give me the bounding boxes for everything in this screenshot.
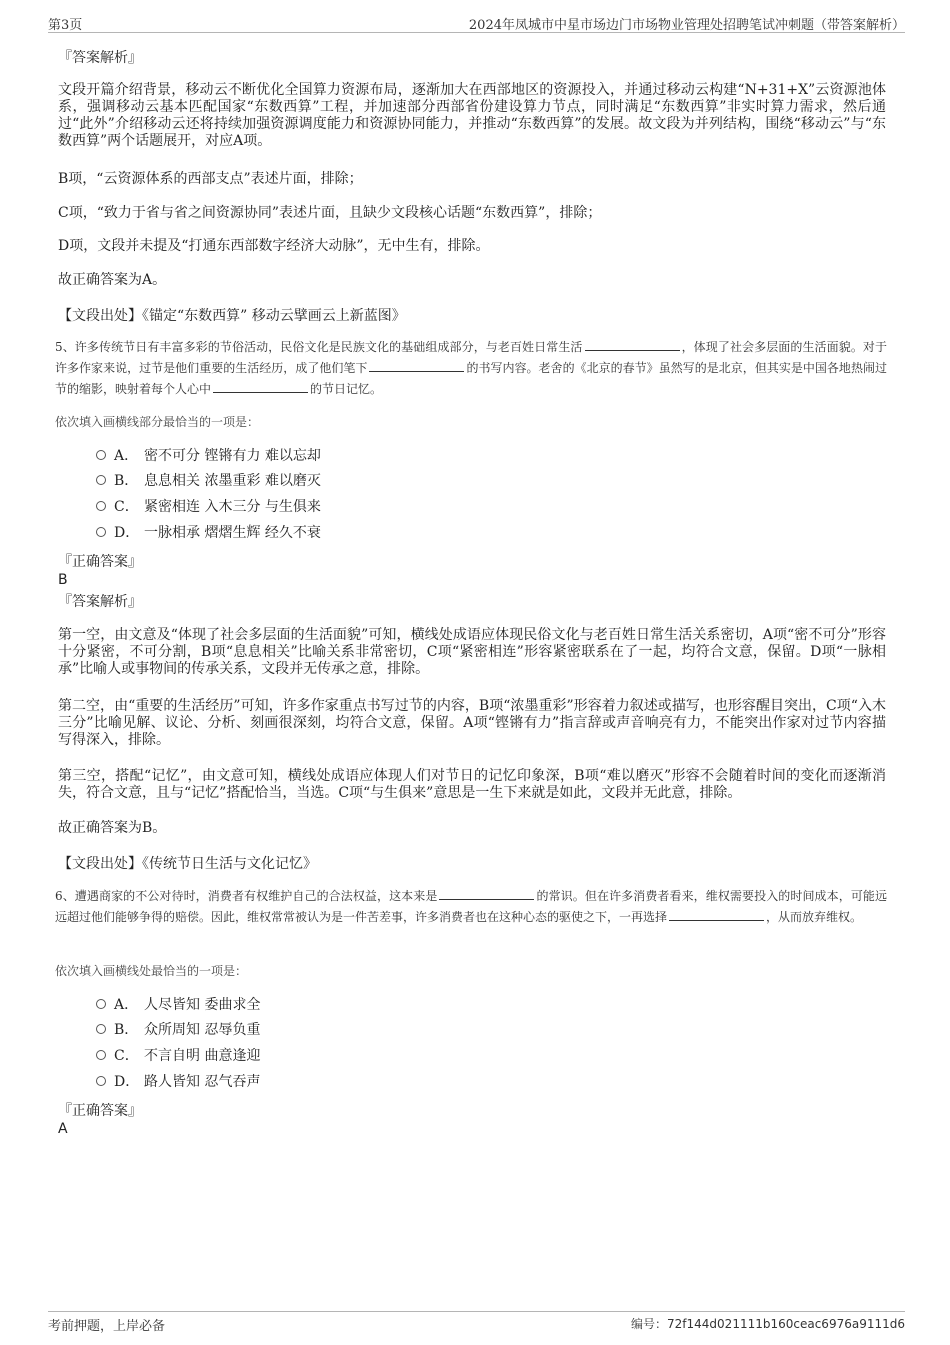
question-text: 6、遭遇商家的不公对待时，消费者有权维护自己的合法权益，这本来是 bbox=[55, 889, 438, 903]
document-id: 编号：72f144d021111b160ceac6976a9111d6 bbox=[631, 1317, 905, 1331]
question-text: 的节日记忆。 bbox=[310, 382, 383, 396]
radio-icon[interactable] bbox=[96, 527, 106, 537]
option-text: 众所周知 忍辱负重 bbox=[144, 1022, 261, 1038]
radio-icon[interactable] bbox=[96, 501, 106, 511]
option-text: 不言自明 曲意逢迎 bbox=[144, 1048, 261, 1064]
document-title: 2024年凤城市中星市场边门市场物业管理处招聘笔试冲刺题（带答案解析） bbox=[468, 18, 905, 33]
question-text: ，从而放弃维权。 bbox=[766, 910, 863, 924]
question-prompt: 依次填入画横线处最恰当的一项是： bbox=[55, 964, 248, 978]
correct-answer-label: 『正确答案』 bbox=[58, 554, 142, 570]
question-5-stem bbox=[55, 337, 887, 400]
option-key: B． bbox=[114, 1022, 139, 1038]
page-footer bbox=[48, 1311, 905, 1332]
option-key: A． bbox=[114, 448, 139, 464]
analysis-paragraph: 故正确答案为A。 bbox=[58, 272, 167, 288]
passage-source: 【文段出处】《传统节日生活与文化记忆》 bbox=[58, 856, 317, 872]
answer-blank bbox=[669, 908, 764, 921]
analysis-paragraph: D项，文段并未提及“打通东西部数字经济大动脉”，无中生有，排除。 bbox=[58, 238, 490, 254]
radio-icon[interactable] bbox=[96, 999, 106, 1009]
option-key: C． bbox=[114, 499, 139, 515]
page-header bbox=[48, 14, 905, 33]
question-text: 的书写内容。老舍的《北京的春节》虽然写的是北京，但其实是中国各地热闹过节的缩影，映射着每个人心中 bbox=[55, 361, 887, 396]
answer-blank bbox=[369, 359, 464, 372]
analysis-paragraph: 第二空，由“重要的生活经历”可知，许多作家重点书写过节的内容，B项“浓墨重彩”形容着力叙述或描写，也形容醒目突出，C项“入木三分”比喻见解、议论、分析、刻画很深刻，均符合文意，保留。A项“铿锵有力”指言辞或声音响亮有力，不能突出作家对过节内容描写得深入，排除。 bbox=[58, 698, 886, 748]
radio-icon[interactable] bbox=[96, 450, 106, 460]
analysis-label: 『答案解析』 bbox=[58, 50, 142, 66]
answer-blank bbox=[213, 380, 308, 393]
footer-slogan: 考前押题，上岸必备 bbox=[48, 1319, 166, 1334]
analysis-label: 『答案解析』 bbox=[58, 594, 142, 610]
option-key: B． bbox=[114, 473, 139, 489]
option-a[interactable] bbox=[96, 994, 260, 1016]
page-number: 第3页 bbox=[48, 18, 83, 33]
option-key: A． bbox=[114, 997, 139, 1013]
correct-answer-value: A bbox=[58, 1121, 68, 1137]
option-text: 一脉相承 熠熠生辉 经久不衰 bbox=[144, 525, 321, 541]
radio-icon[interactable] bbox=[96, 1050, 106, 1060]
question-6-stem bbox=[55, 886, 887, 928]
option-a[interactable] bbox=[96, 445, 321, 467]
option-text: 息息相关 浓墨重彩 难以磨灭 bbox=[144, 473, 321, 489]
option-text: 人尽皆知 委曲求全 bbox=[144, 997, 261, 1013]
option-text: 紧密相连 入木三分 与生俱来 bbox=[144, 499, 321, 515]
question-text: 5、许多传统节日有丰富多彩的节俗活动，民俗文化是民族文化的基础组成部分，与老百姓日常生活 bbox=[55, 340, 583, 354]
passage-source: 【文段出处】《锚定“东数西算” 移动云擘画云上新蓝图》 bbox=[58, 308, 406, 324]
analysis-paragraph: 第三空，搭配“记忆”，由文意可知，横线处成语应体现人们对节日的记忆印象深，B项“难以磨灭”形容不会随着时间的变化而逐渐消失，符合文意，且与“记忆”搭配恰当，当选。C项“与生俱来”意思是一生下来就是如此，文段并无此意，排除。 bbox=[58, 768, 886, 801]
option-c[interactable] bbox=[96, 1045, 260, 1067]
analysis-paragraph: 故正确答案为B。 bbox=[58, 820, 167, 836]
question-text: 的常识。但在许多消费者看来，维权需要投入的时间成本，可能远远超过他们能够争得的赔偿。因此，维权常常被认为是一件苦差事，许多消费者也在这种心态的驱使之下，一再选择 bbox=[55, 889, 887, 924]
radio-icon[interactable] bbox=[96, 1076, 106, 1086]
option-b[interactable] bbox=[96, 1019, 260, 1041]
analysis-paragraph: C项，“致力于省与省之间资源协同”表述片面，且缺少文段核心话题“东数西算”，排除； bbox=[58, 205, 602, 221]
analysis-paragraph: B项，“云资源体系的西部支点”表述片面，排除； bbox=[58, 171, 363, 187]
answer-blank bbox=[439, 887, 534, 900]
option-b[interactable] bbox=[96, 470, 321, 492]
analysis-paragraph: 文段开篇介绍背景，移动云不断优化全国算力资源布局，逐渐加大在西部地区的资源投入，并通过移动云构建“N+31+X”云资源池体系，强调移动云基本匹配国家“东数西算”工程，并加速部分西部省份建设算力节点，同时满足“东数西算”非实时算力需求，然后通过“此外”介绍移动云还将持续加强资源调度能力和资源协同能力，并推动“东数西算”的发展。故文段为并列结构，围绕“移动云”与“东数西算”两个话题展开，对应A项。 bbox=[58, 82, 886, 149]
correct-answer-value: B bbox=[58, 572, 68, 588]
option-d[interactable] bbox=[96, 1071, 260, 1093]
option-c[interactable] bbox=[96, 496, 321, 518]
option-d[interactable] bbox=[96, 522, 321, 544]
option-text: 密不可分 铿锵有力 难以忘却 bbox=[144, 448, 321, 464]
option-key: C． bbox=[114, 1048, 139, 1064]
question-text: ，体现了社会多层面的生活面貌。对于许多作家来说，过节是他们重要的生活经历，成了他们笔下 bbox=[55, 340, 887, 375]
option-text: 路人皆知 忍气吞声 bbox=[144, 1074, 261, 1090]
analysis-paragraph: 第一空，由文意及“体现了社会多层面的生活面貌”可知，横线处成语应体现民俗文化与老百姓日常生活关系密切，A项“密不可分”形容十分紧密，不可分割，B项“息息相关”比喻关系非常密切，C项“紧密相连”形容紧密联系在了一起，均符合文意，保留。D项“一脉相承”比喻人或事物间的传承关系，文段并无传承之意，排除。 bbox=[58, 627, 886, 677]
correct-answer-label: 『正确答案』 bbox=[58, 1103, 142, 1119]
radio-icon[interactable] bbox=[96, 1024, 106, 1034]
answer-blank bbox=[585, 338, 680, 351]
radio-icon[interactable] bbox=[96, 475, 106, 485]
question-prompt: 依次填入画横线部分最恰当的一项是： bbox=[55, 415, 260, 429]
option-key: D． bbox=[114, 525, 140, 541]
option-key: D． bbox=[114, 1074, 140, 1090]
